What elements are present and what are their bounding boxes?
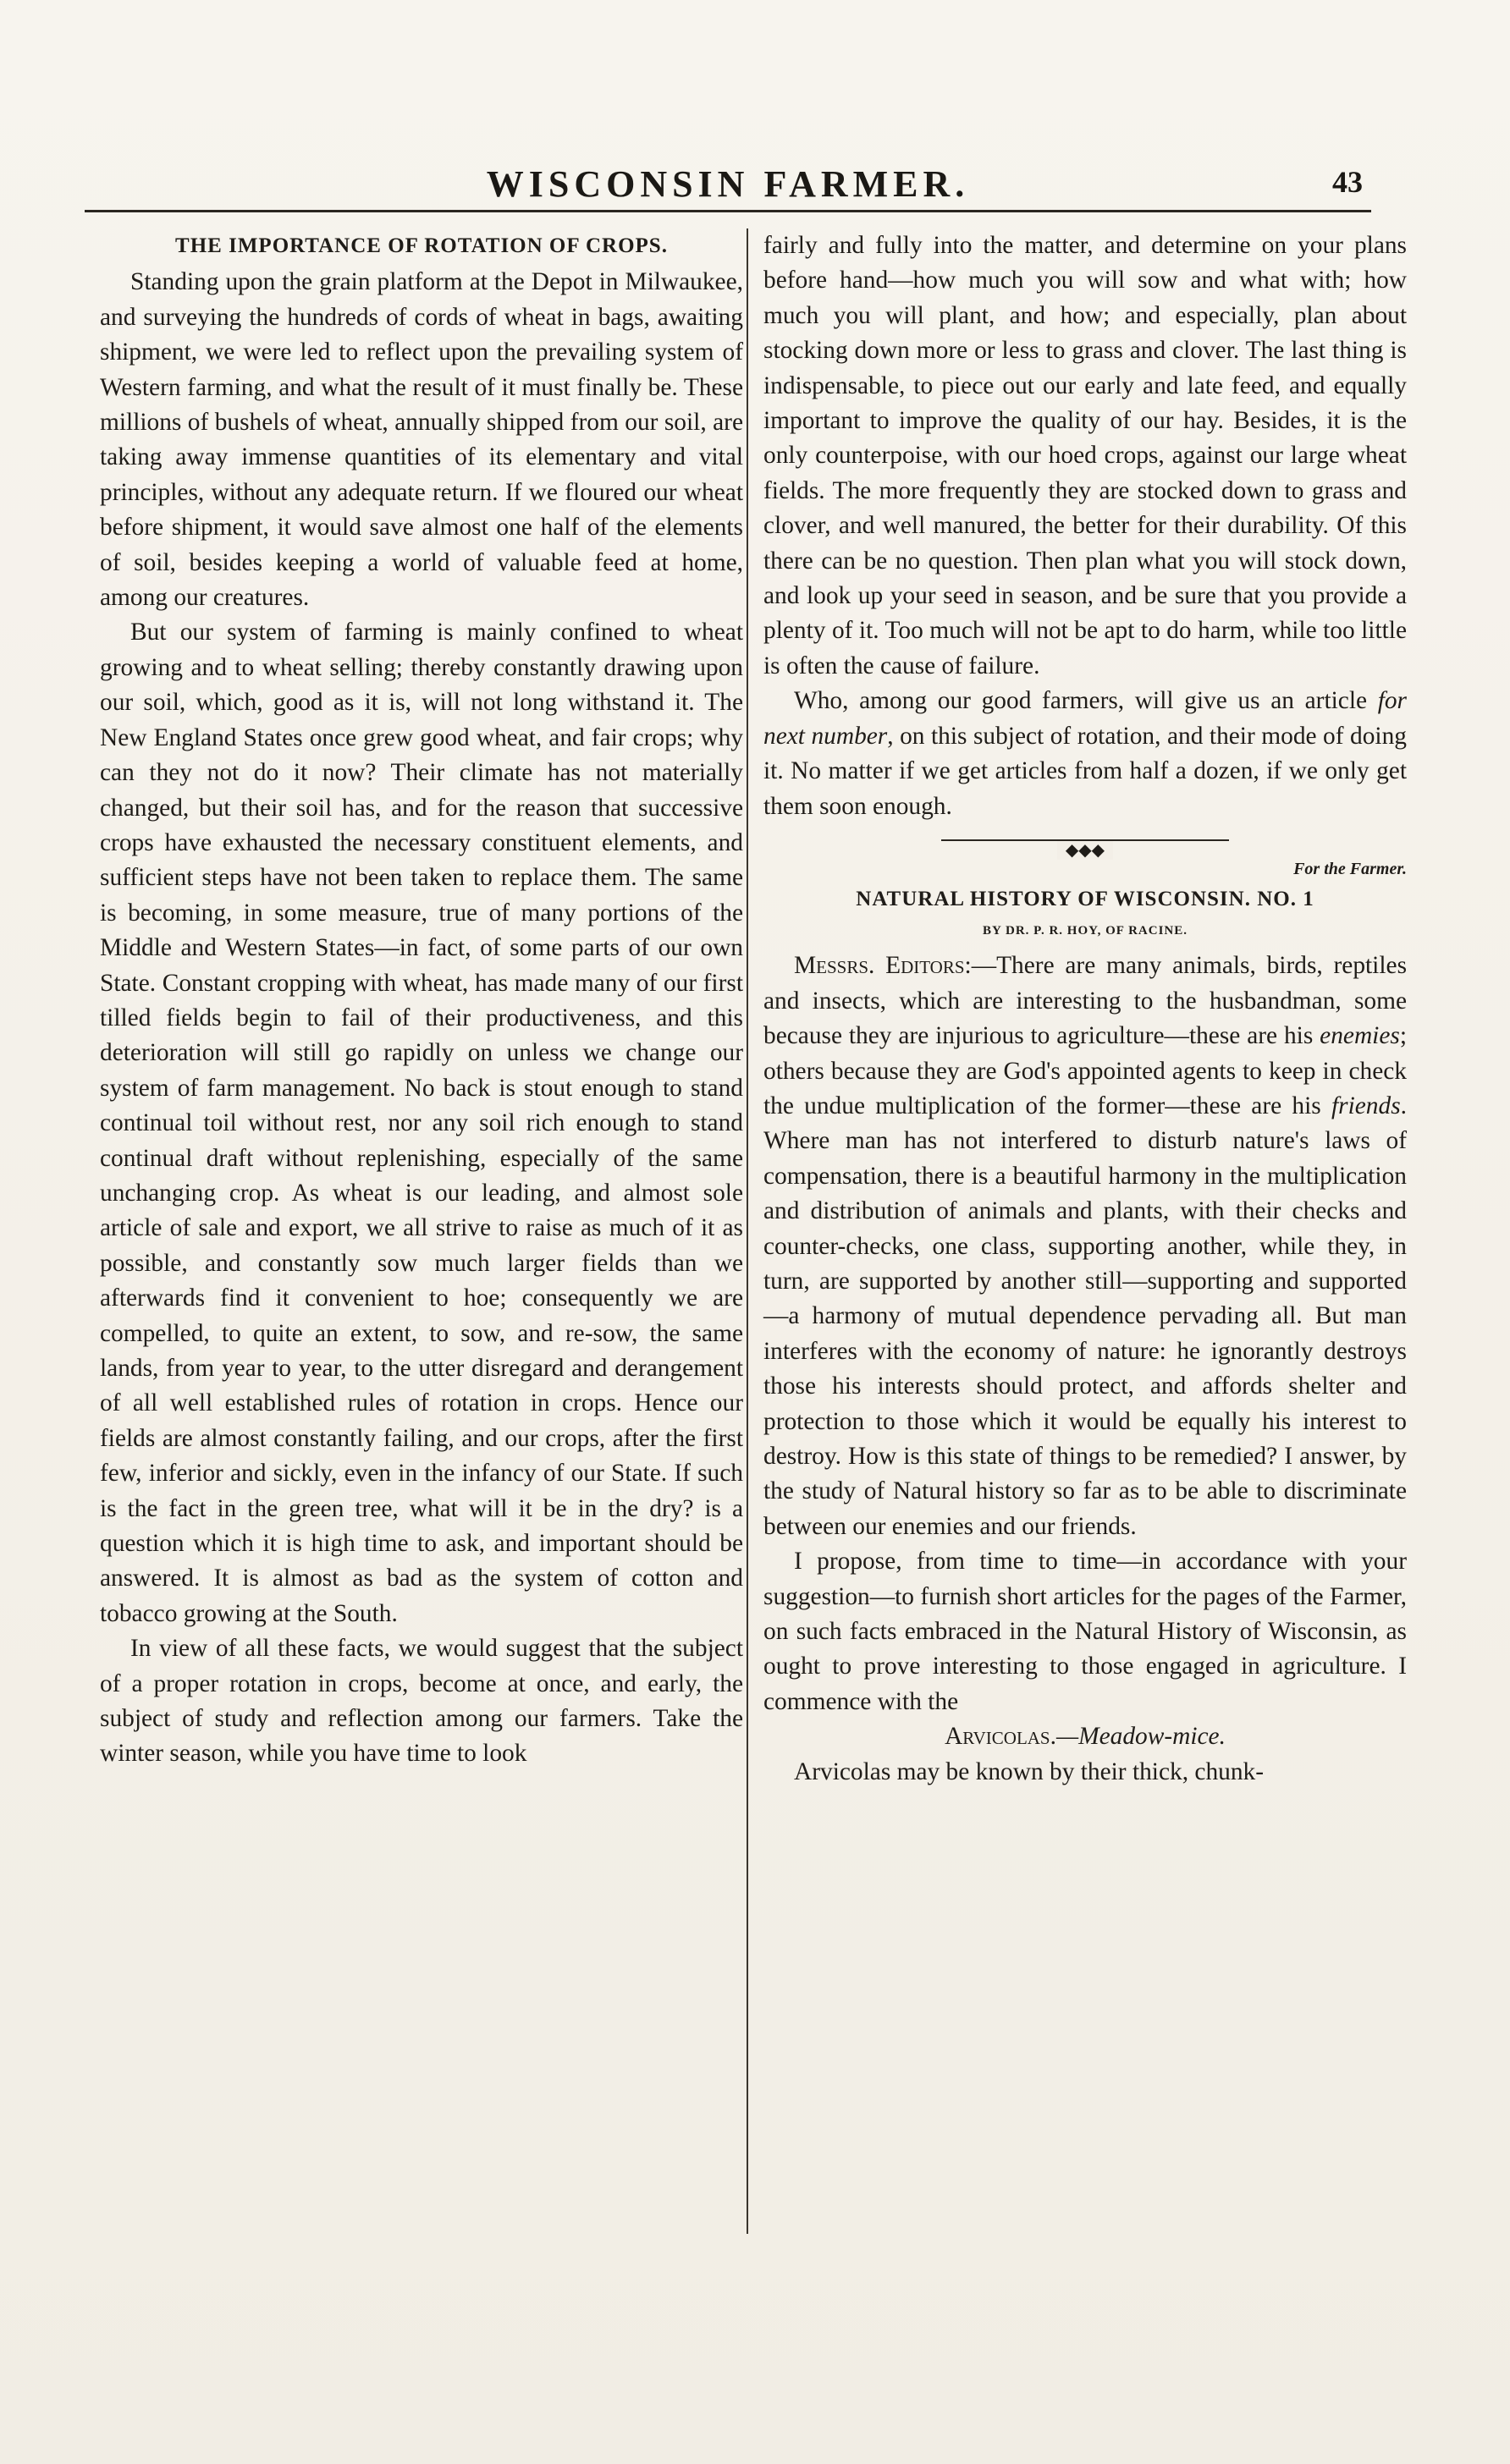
article-byline: BY DR. P. R. HOY, OF RACINE. (982, 924, 1188, 938)
appeal-text: Who, among our good farmers, will give us an article (794, 687, 1378, 715)
article-divider (763, 831, 1407, 860)
section-heading (763, 1719, 1407, 1754)
article-continuation: fairly and fully into the matter, and determine on your plans before hand—how much you will sow and what with; how much you will plant, and how; and especially, plan about stocking down more or less to grass and clover. The last thing is indispensable, to piece out our early and late feed, and equally important to improve the quality of our hay. Besides, it is the only counterpoise, with our hoed crops, against our large wheat fields. The more frequently they are stocked down to grass and clover, and well manured, the better for their durability. Of this there can be no question. Then plan what you will stock down, and look up your seed in season, and be sure that you provide a plenty of it. Too much will not be apt to do harm, while too little is often the cause of failure. (763, 232, 1407, 679)
article-paragraph: Standing upon the grain platform at the Depot in Milwaukee, and surveying the hundreds of cords of wheat in bags, awaiting shipment, we were led to reflect upon the prevailing system of Western farming, and what the result of it must finally be. These millions of bushels of wheat, annually shipped from our soil, are taking away immense quantities of its elementary and vital principles, without any adequate return. If we floured our wheat before shipment, it would save almost one half of the elements of soil, besides keeping a world of valuable feed at home, among our creatures. (100, 268, 743, 612)
page-header (85, 159, 1371, 212)
section-name: Arvicolas. (945, 1723, 1056, 1751)
column-divider-rule (747, 228, 748, 2234)
article-appeal-paragraph (763, 684, 1407, 824)
salutation: Messrs. Editors: (794, 952, 972, 980)
divider-ornament: ◆◆◆ (1057, 841, 1113, 860)
appeal-text: , on this subject of rotation, and their mode of doing it. No matter if we get articles from half a dozen, if we only get them soon enough. (763, 722, 1407, 820)
paragraph-text: ; others because they are God's appointed agents to keep in check the undue multiplication of the former—these are his (763, 1022, 1407, 1119)
article-title-natural-history: NATURAL HISTORY OF WISCONSIN. NO. 1 (856, 887, 1314, 910)
source-note: For the Farmer. (1293, 859, 1407, 878)
page-number: 43 (1332, 165, 1363, 199)
paragraph-text: . Where man has not interfered to disturb nature's laws of compensation, there is a beautiful harmony in the multiplication and distribution of animals and plants, with their checks and counter-checks, one class, supporting another, while they, in turn, are supported by another still—supporting and supported—a harmony of mutual dependence pervading all. But man interferes with the economy of nature: he ignorantly destroys those his interests should protect, and affords shelter and protection to those which it would be equally his interest to destroy. How is this state of things to be remedied? I answer, by the study of Natural history so far as to be able to discriminate between our enemies and our friends. (763, 1092, 1407, 1540)
article-paragraph: I propose, from time to time—in accordance with your suggestion—to furnish short articles for the pages of the Farmer, on such facts embraced in the Natural History of Wisconsin, as ought to prove interesting to those engaged in agriculture. I commence with the (763, 1548, 1407, 1715)
emphasis-enemies: enemies (1320, 1022, 1400, 1050)
article-title-rotation: THE IMPORTANCE OF ROTATION OF CROPS. (175, 234, 668, 257)
article-paragraph: In view of all these facts, we would suggest that the subject of a proper rotation in crops, become at once, and early, the subject of study and reflection among our farmers. Take the winter season, while you have time to look (100, 1635, 743, 1768)
article-paragraph: But our system of farming is mainly confined to wheat growing and to wheat selling; thereby constantly drawing upon our soil, which, good as it is, will not long withstand it. The New England States once grew good wheat, and fair crops; why can they not do it now? Their climate has not materially changed, but their soil has, and for the reason that successive crops have exhausted the necessary constituent elements, and sufficient steps have not been taken to replace them. The same is becoming, in some measure, true of many portions of the Middle and Western States—in fact, of some parts of our own State. Constant cropping with wheat, has made many of our first tilled fields begin to fail of their productiveness, and this deterioration will still go rapidly on unless we change our system of farm management. No back is stout enough to stand continual toil without rest, nor any soil rich enough to stand continual draft without replenishing, especially of the same unchanging crop. As wheat is our leading, and almost sole article of sale and export, we all strive to raise as much of it as possible, and constantly sow much larger fields than we afterwards find it convenient to hoe; consequently we are compelled, to quite an extent, to sow, and re-sow, the same lands, from year to year, to the utter disregard and derangement of all well established rules of rotation in crops. Hence our fields are almost constantly failing, and our crops, after the first few, inferior and sickly, even in the infancy of our State. If such is the fact in the green tree, what will it be in the dry? is a question which it is high time to ask, and important should be answered. It is almost as bad as the system of cotton and tobacco growing at the South. (100, 619, 743, 1627)
article-paragraph (763, 949, 1407, 1544)
masthead-title: WISCONSIN FARMER. (486, 163, 970, 205)
section-subtitle: —Meadow-mice. (1055, 1723, 1226, 1751)
appeal-emphasis: for next number (763, 687, 1407, 750)
article-paragraph: Arvicolas may be known by their thick, chunk- (794, 1757, 1265, 1785)
left-column (100, 228, 743, 1772)
emphasis-friends: friends (1331, 1092, 1401, 1119)
paragraph-text: —There are many animals, birds, reptiles and insects, which are interesting to the husbandman, some because they are injurious to agriculture—these are his (763, 952, 1408, 1050)
right-column (763, 228, 1407, 1790)
